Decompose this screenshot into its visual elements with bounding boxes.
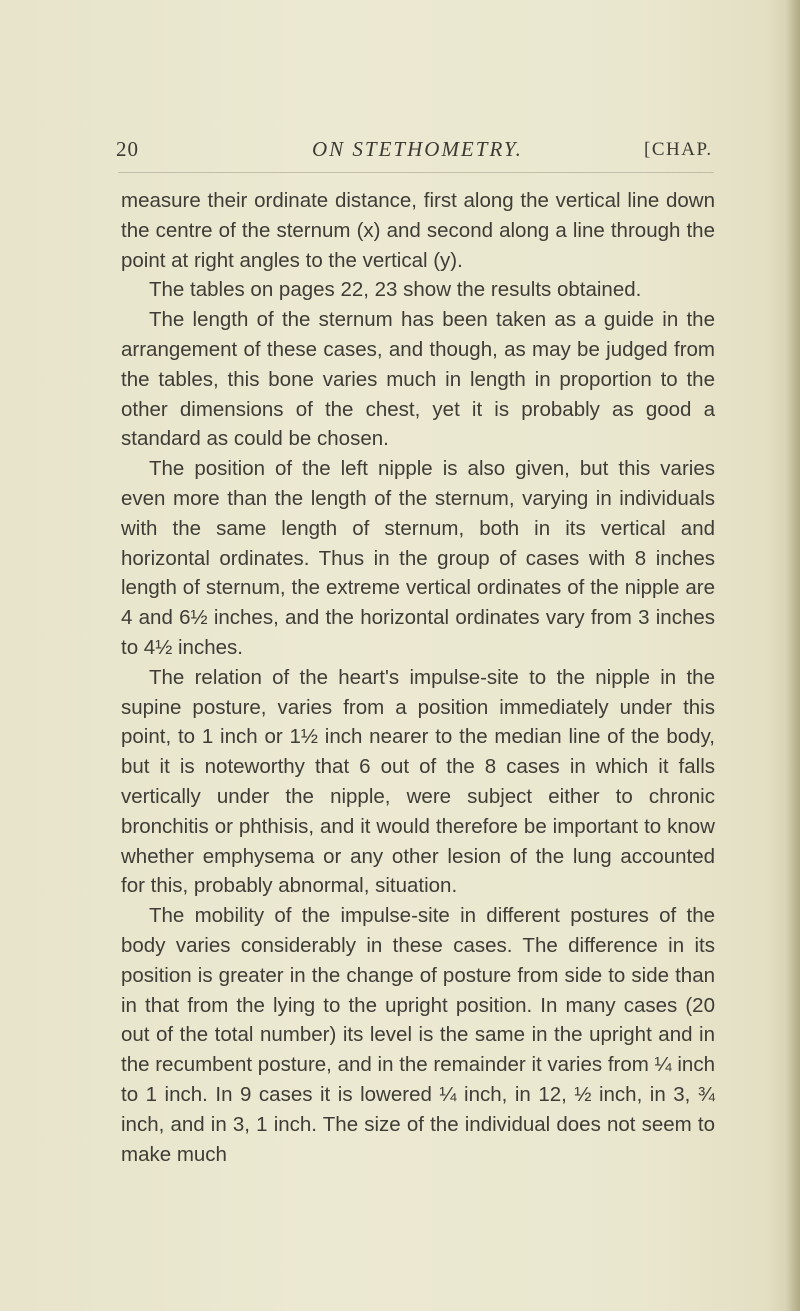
paragraph: The length of the sternum has been taken as a guide in the arrangement of these cases, and though, as may be judged from the tables, this bone varies much in length in proportion to the other dimensions of the chest, yet it is probably as good a standard as could be chosen.	[121, 308, 715, 451]
running-title: ON STETHOMETRY.	[312, 137, 523, 161]
paragraph: The position of the left nipple is also given, but this varies even more than the length of the sternum, varying in individuals with the same length of sternum, both in its vertical and horizontal ordinates. Thus in the group of cases with 8 inches length of sternum, the extreme vertical ordinates of the nipple are 4 and 6½ inches, and the horizontal ordinates vary from 3 inches to 4½ inches.	[121, 457, 715, 659]
paragraph: The relation of the heart's impulse-site to the nipple in the supine posture, varies from a position immediately under this point, to 1 inch or 1½ inch nearer to the median line of the body, but it is noteworthy that 6 out of the 8 cases in which it falls vertically under the nipple, were subject either to chronic bronchitis or phthisis, and it would therefore be important to know whether emphysema or any other lesion of the lung accounted for this, probably abnormal, situation.	[121, 665, 715, 898]
header-rule	[118, 172, 714, 173]
paragraph: The mobility of the impulse-site in different postures of the body varies considerably in these cases. The difference in its position is greater in the change of posture from side to side than in that from the lying to the upright position. In many cases (20 out of the total number) its level is the same in the upright and in the recumbent posture, and in the remainder it varies from ¼ inch to 1 inch. In 9 cases it is lowered ¼ inch, in 12, ½ inch, in 3, ¾ inch, and in 3, 1 inch. The size of the individual does not seem to make much	[121, 904, 715, 1166]
page-header	[116, 137, 716, 169]
paragraph: measure their ordinate distance, first along the vertical line down the centre of the sternum (x) and second along a line through the point at right angles to the vertical (y).	[121, 189, 715, 272]
paragraph: The tables on pages 22, 23 show the results obtained.	[149, 278, 642, 302]
page-number: 20	[116, 137, 139, 161]
body-text	[121, 186, 715, 1169]
chapter-mark: [CHAP.	[644, 139, 713, 160]
page-edge-shadow	[786, 0, 800, 1311]
